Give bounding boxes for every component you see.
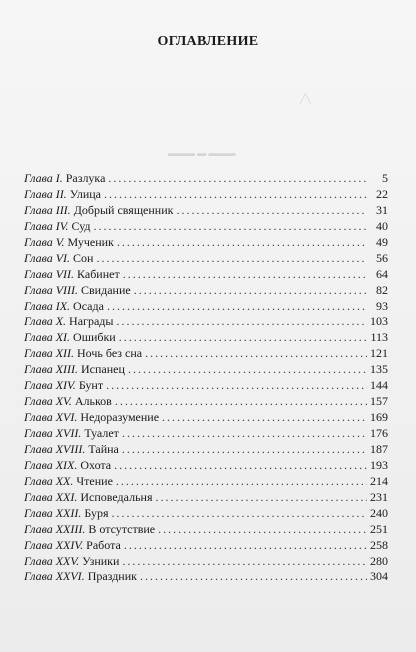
dot-leader xyxy=(107,299,367,315)
toc-entry xyxy=(24,490,388,506)
page-number: 121 xyxy=(370,346,388,361)
chapter-title: Мученик xyxy=(67,234,114,249)
chapter-label: Глава XX. xyxy=(24,473,74,488)
toc-entry-title xyxy=(24,346,142,362)
chapter-label: Глава IV. xyxy=(24,218,69,233)
chapter-label: Глава XIII. xyxy=(24,362,79,377)
page-number: 22 xyxy=(376,186,388,201)
chapter-title: Разлука xyxy=(65,171,106,185)
chapter-label: Глава VIII. xyxy=(24,282,79,297)
toc-entry-title xyxy=(24,394,112,410)
toc-entry xyxy=(24,442,388,458)
chapter-label: Глава V. xyxy=(24,234,65,249)
chapter-label: Глава VI. xyxy=(24,250,71,265)
toc-entry-title xyxy=(24,362,125,378)
toc-entry-title xyxy=(24,378,103,394)
toc-entry-title xyxy=(24,171,105,187)
chapter-title: Недоразумение xyxy=(80,410,160,425)
chapter-title: Суд xyxy=(71,218,91,233)
chapter-title: Улица xyxy=(69,186,101,201)
toc-entry xyxy=(24,410,388,426)
chapter-title: Охота xyxy=(80,457,112,472)
show-through-decoration: ▬▬▬ ▬ ▬▬▬ xyxy=(168,148,236,158)
toc-entry-title xyxy=(24,458,111,474)
dot-leader xyxy=(158,522,367,538)
page-number: 31 xyxy=(376,202,388,217)
dot-leader xyxy=(122,442,367,458)
toc-entry-title xyxy=(24,569,137,585)
chapter-label: Глава XXVI. xyxy=(24,569,85,584)
toc-entry-title xyxy=(24,426,119,442)
toc-entry xyxy=(24,171,388,187)
chapter-title: Исповедальня xyxy=(80,489,153,504)
page-number: 64 xyxy=(376,266,388,281)
toc-entry-title xyxy=(24,506,108,522)
chapter-label: Глава XV. xyxy=(24,394,72,409)
chapter-label: Глава II. xyxy=(24,186,67,201)
toc-entry xyxy=(24,506,388,522)
toc-entry xyxy=(24,283,388,299)
chapter-label: Глава XXV. xyxy=(24,553,80,568)
dot-leader xyxy=(176,203,367,219)
toc-entry xyxy=(24,522,388,538)
dot-leader xyxy=(117,235,367,251)
chapter-title: Ночь без сна xyxy=(77,346,143,361)
page-number: 280 xyxy=(370,553,388,568)
page-number: 40 xyxy=(376,218,388,233)
toc-entry xyxy=(24,394,388,410)
toc-entry-title xyxy=(24,554,119,570)
toc-entry xyxy=(24,426,388,442)
dot-leader xyxy=(115,394,367,410)
dot-leader xyxy=(134,283,367,299)
chapter-title: Награды xyxy=(69,314,114,329)
chapter-label: Глава XIV. xyxy=(24,378,76,393)
page-number: 187 xyxy=(370,441,388,456)
chapter-label: Глава XXIII. xyxy=(24,521,86,536)
toc-entry xyxy=(24,378,388,394)
table-of-contents xyxy=(24,171,388,585)
toc-entry-title xyxy=(24,299,104,315)
chapter-title: Альков xyxy=(74,394,112,409)
chapter-label: Глава I. xyxy=(24,171,63,185)
toc-entry xyxy=(24,362,388,378)
toc-entry xyxy=(24,330,388,346)
dot-leader xyxy=(96,251,367,267)
chapter-label: Глава XVI. xyxy=(24,410,78,425)
toc-entry xyxy=(24,474,388,490)
chapter-title: Буря xyxy=(84,505,109,520)
page-number: 304 xyxy=(370,569,388,584)
chapter-title: Ошибки xyxy=(73,330,116,345)
chapter-label: Глава XIX. xyxy=(24,457,78,472)
chapter-label: Глава XXI. xyxy=(24,489,78,504)
toc-entry-title xyxy=(24,314,113,330)
toc-entry xyxy=(24,203,388,219)
chapter-title: Работа xyxy=(86,537,121,552)
dot-leader xyxy=(155,490,367,506)
chapter-title: Добрый священник xyxy=(73,202,174,217)
toc-entry-title xyxy=(24,251,93,267)
page-number: 103 xyxy=(370,314,388,329)
dot-leader xyxy=(122,554,367,570)
chapter-title: Узники xyxy=(82,553,120,568)
page-number: 176 xyxy=(370,426,388,440)
page-number: 193 xyxy=(370,457,388,472)
chapter-title: Праздник xyxy=(87,569,137,584)
dot-leader xyxy=(111,506,367,522)
toc-entry-title xyxy=(24,187,101,203)
chapter-label: Глава III. xyxy=(24,202,71,217)
toc-entry xyxy=(24,267,388,283)
toc-entry-title xyxy=(24,538,121,554)
chapter-label: Глава XVIII. xyxy=(24,441,86,456)
show-through-decoration: ╱╲ xyxy=(300,94,311,104)
toc-entry xyxy=(24,346,388,362)
toc-entry-title xyxy=(24,203,173,219)
page-number: 240 xyxy=(370,505,388,520)
toc-entry xyxy=(24,299,388,315)
page-number: 258 xyxy=(370,537,388,552)
chapter-label: Глава XXII. xyxy=(24,505,82,520)
toc-entry-title xyxy=(24,330,116,346)
chapter-label: Глава XXIV. xyxy=(24,537,84,552)
page-number: 157 xyxy=(370,394,388,409)
page-number: 113 xyxy=(370,330,388,345)
dot-leader xyxy=(104,187,367,203)
page-number: 5 xyxy=(382,171,388,185)
chapter-label: Глава XII. xyxy=(24,346,75,361)
chapter-title: Испанец xyxy=(81,362,125,377)
toc-entry-title xyxy=(24,490,152,506)
toc-entry xyxy=(24,235,388,251)
dot-leader xyxy=(123,267,367,283)
chapter-title: Кабинет xyxy=(77,266,120,281)
dot-leader xyxy=(106,378,367,394)
chapter-title: Тайна xyxy=(88,441,119,456)
dot-leader xyxy=(114,458,367,474)
dot-leader xyxy=(122,426,367,442)
toc-entry xyxy=(24,458,388,474)
page-number: 56 xyxy=(376,250,388,265)
page-number: 169 xyxy=(370,410,388,425)
toc-entry xyxy=(24,538,388,554)
toc-entry-title xyxy=(24,474,113,490)
dot-leader xyxy=(140,569,367,585)
page-number: 82 xyxy=(376,282,388,297)
page-number: 144 xyxy=(370,378,388,393)
dot-leader xyxy=(162,410,367,426)
toc-entry-title xyxy=(24,410,159,426)
chapter-label: Глава XI. xyxy=(24,330,71,345)
dot-leader xyxy=(145,346,367,362)
chapter-title: В отсутствие xyxy=(88,521,156,536)
chapter-label: Глава VII. xyxy=(24,266,75,281)
dot-leader xyxy=(124,538,367,554)
page-number: 135 xyxy=(370,362,388,377)
dot-leader xyxy=(128,362,367,378)
toc-entry xyxy=(24,219,388,235)
page-number: 93 xyxy=(376,298,388,313)
chapter-title: Бунт xyxy=(78,378,104,393)
toc-entry-title xyxy=(24,219,91,235)
page-number: 251 xyxy=(370,521,388,536)
dot-leader xyxy=(119,330,367,346)
toc-entry xyxy=(24,251,388,267)
page-title: ОГЛАВЛЕНИЕ xyxy=(157,34,259,49)
chapter-label: Глава IX. xyxy=(24,298,71,313)
chapter-label: Глава XVII. xyxy=(24,426,82,440)
toc-entry xyxy=(24,569,388,585)
toc-entry-title xyxy=(24,235,114,251)
toc-entry-title xyxy=(24,267,120,283)
toc-entry xyxy=(24,314,388,330)
chapter-label: Глава X. xyxy=(24,314,67,329)
toc-entry-title xyxy=(24,283,131,299)
chapter-title: Туалет xyxy=(84,426,119,440)
toc-entry xyxy=(24,187,388,203)
chapter-title: Свидание xyxy=(81,282,131,297)
page-number: 214 xyxy=(370,473,388,488)
dot-leader xyxy=(116,314,367,330)
chapter-title: Осада xyxy=(73,298,104,313)
dot-leader xyxy=(108,171,367,187)
page-number: 231 xyxy=(370,489,388,504)
toc-entry-title xyxy=(24,442,119,458)
dot-leader xyxy=(94,219,367,235)
page-number: 49 xyxy=(376,234,388,249)
chapter-title: Чтение xyxy=(76,473,113,488)
toc-entry-title xyxy=(24,522,155,538)
toc-entry xyxy=(24,554,388,570)
dot-leader xyxy=(116,474,367,490)
chapter-title: Сон xyxy=(73,250,94,265)
